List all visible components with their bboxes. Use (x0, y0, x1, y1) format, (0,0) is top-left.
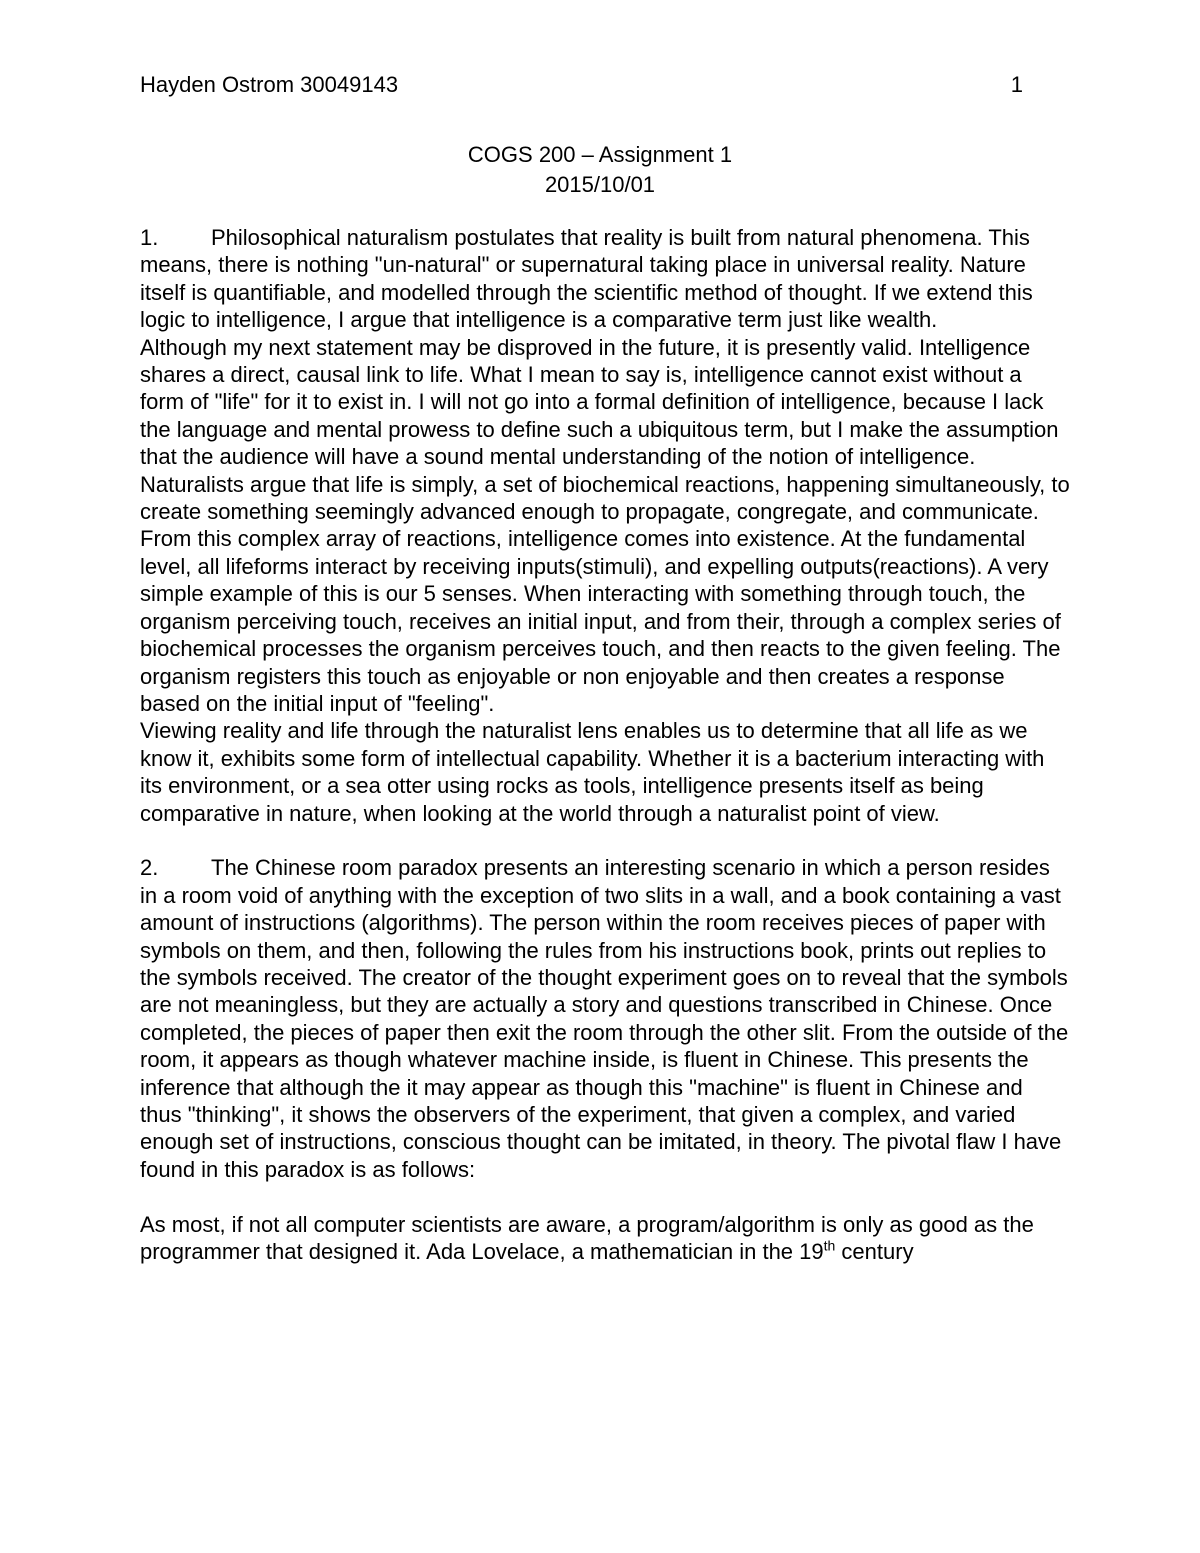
author-name: Hayden Ostrom 30049143 (140, 72, 399, 97)
assignment-date: 2015/10/01 (544, 172, 656, 197)
body-text (140, 224, 1070, 1265)
superscript: th (823, 1237, 836, 1254)
paragraph-text: As most, if not all computer scientists are aware, a program/algorithm is only as good as the programmer that designed it. Ada Lovelace, a mathematician in the 19 (140, 1211, 1034, 1264)
paragraph-3 (140, 471, 1070, 718)
paragraph-text: Viewing reality and life through the naturalist lens enables us to determine that all life as we know it, exhibits some form of intellectual capability. Whether it is a bacterium interacting with its environment, or a sea otter using rocks as tools, intelligence presents itself as being comparative in nature, when looking at the world through a naturalist point of view. (140, 718, 1045, 826)
paragraph-text: The Chinese room paradox presents an interesting scenario in which a person resides in a room void of anything with the exception of two slits in a wall, and a book containing a vast amount of instructions (algorithms). The person within the room receives pieces of paper with symbols on them, and then, following the rules from his instructions book, prints out replies to the symbols received. The creator of the thought experiment goes on to reveal that the symbols are not meaningless, but they are actually a story and questions transcribed in Chinese. Once completed, the pieces of paper then exit the room through the other slit. From the outside of the room, it appears as though whatever machine inside, is fluent in Chinese. This presents the inference that although the it may appear as though this "machine" is fluent in Chinese and thus "thinking", it shows the observers of the experiment, that given a complex, and varied enough set of instructions, conscious thought can be imitated, in theory. The pivotal flaw I have found in this paradox is as follows: (140, 855, 1069, 1182)
title-block (140, 140, 1060, 200)
paragraph-1 (140, 224, 1070, 334)
paragraph-number: 2. (140, 855, 159, 881)
page-number: 1 (1010, 72, 1023, 97)
paragraph-text: Naturalists argue that life is simply, a set of biochemical reactions, happening simultaneously, to create something seemingly advanced enough to propagate, congregate, and communicate. From this complex array of reactions, intelligence comes into existence. At the fundamental level, all lifeforms interact by receiving inputs(stimuli), and expelling outputs(reactions). A very simple example of this is our 5 senses. When interacting with something through touch, the organism perceiving touch, receives an initial input, and from their, through a complex series of biochemical processes the organism perceives touch, and then reacts to the given feeling. The organism registers this touch as enjoyable or non enjoyable and then creates a response based on the initial input of "feeling". (140, 471, 1070, 716)
paragraph-text: Although my next statement may be disproved in the future, it is presently valid. Intelligence shares a direct, causal link to life. What I mean to say is, intelligence cannot exist without a form of "life" for it to exist in. I will not go into a formal definition of intelligence, because I lack the language and mental prowess to define such a ubiquitous term, but I make the assumption that the audience will have a sound mental understanding of the notion of intelligence. (140, 334, 1059, 470)
paragraph-number: 1. (140, 225, 159, 250)
paragraph-text-tail: century (835, 1239, 914, 1264)
paragraph-text: Philosophical naturalism postulates that reality is built from natural phenomena. This means, there is nothing "un-natural" or supernatural taking place in universal reality. Nature itself is quantifiable, and modelled through the scientific method of thought. If we extend this logic to intelligence, I argue that intelligence is a comparative term just like wealth. (140, 225, 1033, 333)
paragraph-2 (140, 334, 1070, 471)
assignment-title: COGS 200 – Assignment 1 (467, 142, 733, 167)
paragraph-6 (140, 1211, 1070, 1266)
paragraph-4 (140, 717, 1070, 827)
paragraph-5 (140, 854, 1070, 1183)
